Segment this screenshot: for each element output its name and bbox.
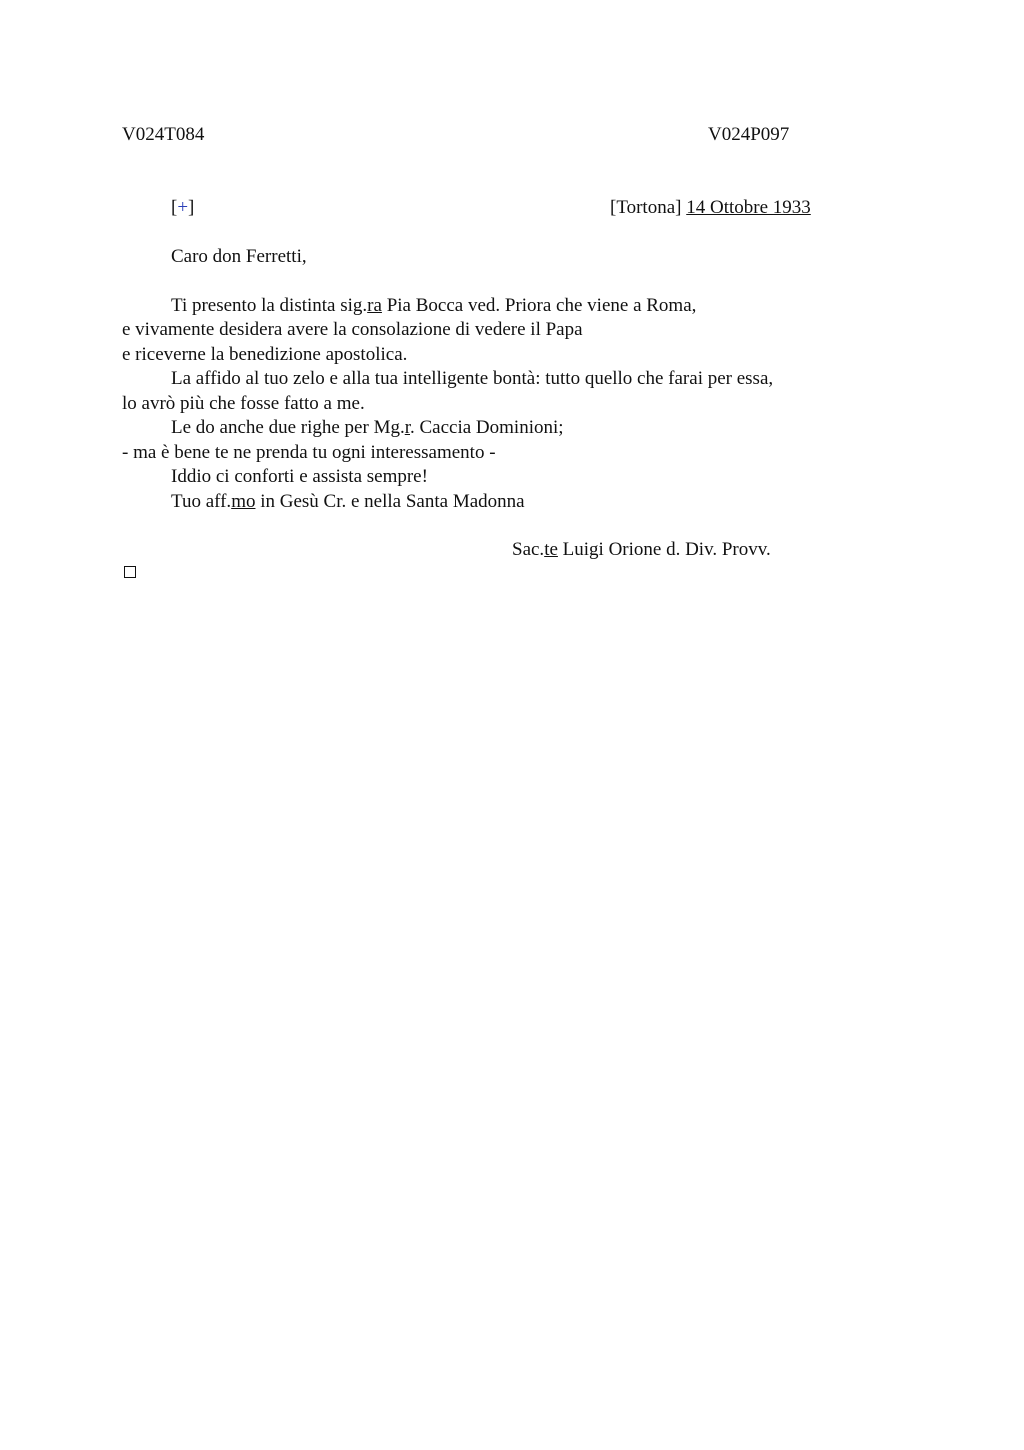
signature: Sac.te Luigi Orione d. Div. Provv. [512,539,771,560]
body-line: - ma è bene te ne prenda tu ogni interessamento - [122,442,496,463]
letter-place: [Tortona] [610,197,682,218]
body-line: Iddio ci conforti e assista sempre! [171,466,428,487]
closing-line: Tuo aff.mo in Gesù Cr. e nella Santa Madonna [171,491,525,512]
end-of-document-box-icon [124,566,136,578]
body-line: Le do anche due righe per Mg.r. Caccia Dominioni; [171,417,564,438]
body-line: e riceverne la benedizione apostolica. [122,344,408,365]
body-line: La affido al tuo zelo e alla tua intelligente bontà: tutto quello che farai per essa, [171,368,774,389]
salutation: Caro don Ferretti, [171,246,307,267]
page-code-right: V024P097 [708,124,790,145]
letter-place-date [610,196,811,220]
document-code-left: V024T084 [122,124,205,145]
body-line: lo avrò più che fosse fatto a me. [122,393,365,414]
letter-date: 14 Ottobre 1933 [686,197,811,218]
cross-icon: + [177,197,189,218]
body-line: e vivamente desidera avere la consolazione di vedere il Papa [122,319,583,340]
body-line: Ti presento la distinta sig.ra Pia Bocca ved. Priora che viene a Roma, [171,295,697,316]
cross-mark: [+] [171,197,195,218]
